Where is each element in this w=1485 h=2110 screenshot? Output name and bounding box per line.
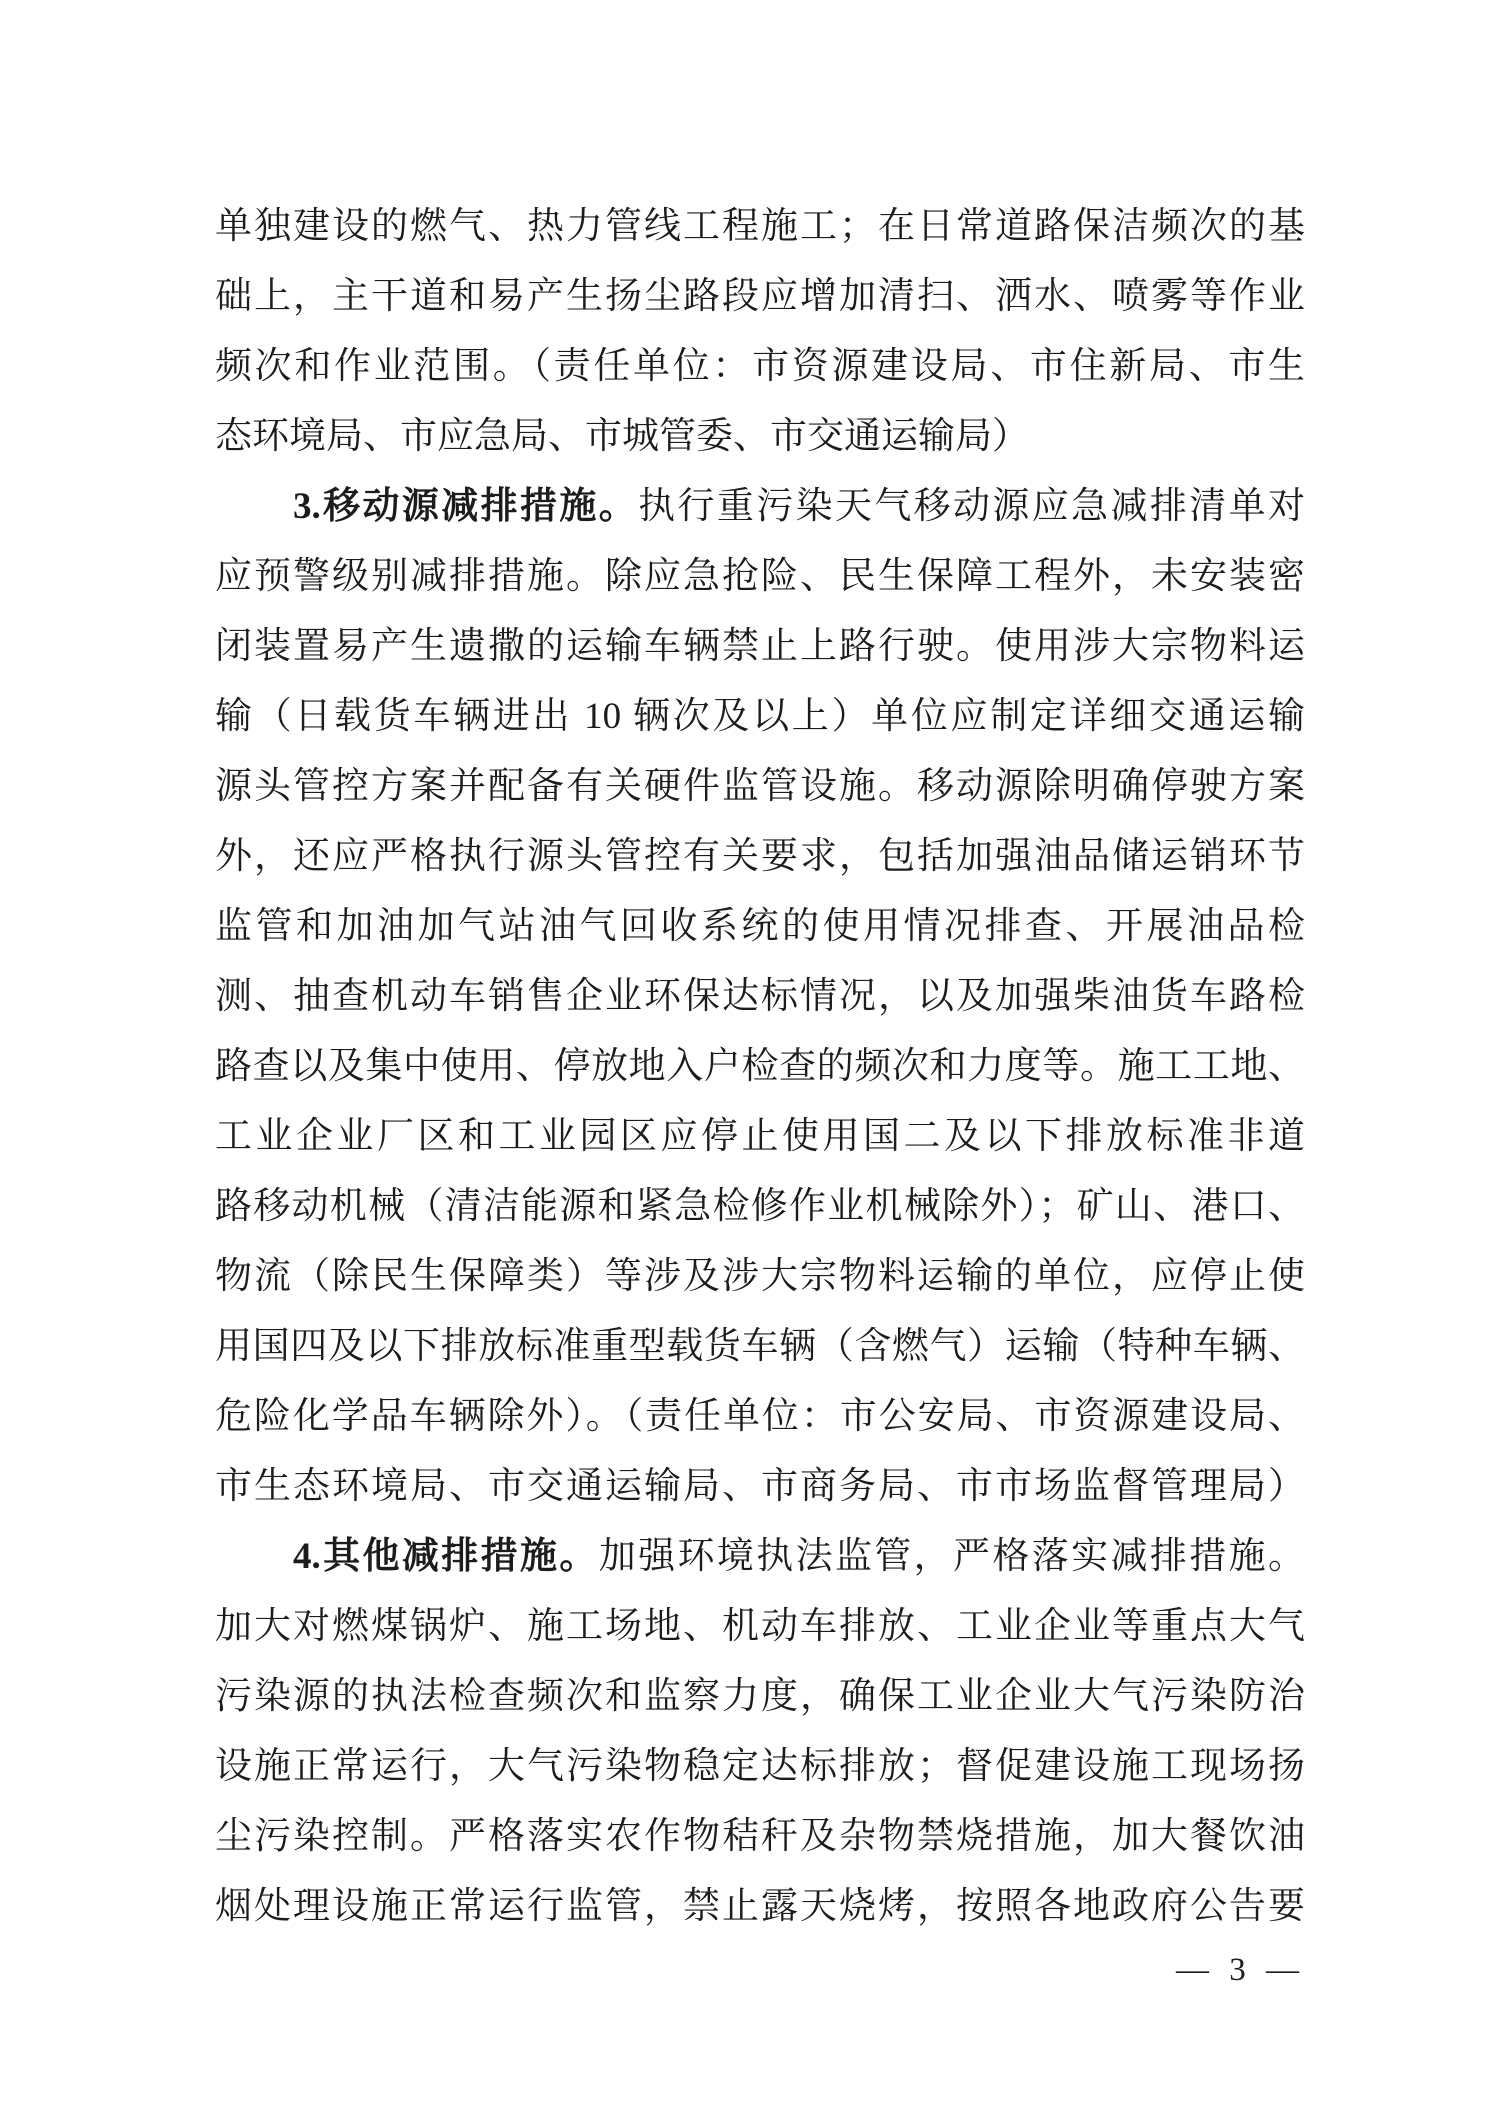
section-3-body-start: 执行重污染天气移动源应急减排清单对 [638,486,1306,527]
document-text-block [215,192,1305,1942]
text-line: 污染源的执法检查频次和监察力度，确保工业企业大气污染防治 [215,1676,1305,1717]
text-line: 应预警级别减排措施。除应急抢险、民生保障工程外，未安装密 [215,556,1305,597]
text-line: 外，还应严格执行源头管控有关要求，包括加强油品储运销环节 [215,836,1305,877]
text-line: 闭装置易产生遗撒的运输车辆禁止上路行驶。使用涉大宗物料运 [215,626,1305,667]
text-line: 路查以及集中使用、停放地入户检查的频次和力度等。施工工地、 [215,1046,1305,1087]
section-4-body-start: 加强环境执法监管，严格落实减排措施。 [598,1536,1306,1577]
section-4-heading: 4.其他减排措施。 [293,1536,599,1577]
text-line: 源头管控方案并配备有关硬件监管设施。移动源除明确停驶方案 [215,766,1305,807]
section-heading-line [215,1522,1305,1592]
text-line: 础上，主干道和易产生扬尘路段应增加清扫、洒水、喷雾等作业 [215,276,1305,317]
text-line: 频次和作业范围。（责任单位：市资源建设局、市住新局、市生 [215,346,1305,387]
text-line: 烟处理设施正常运行监管，禁止露天烧烤，按照各地政府公告要 [215,1886,1305,1927]
text-line: 工业企业厂区和工业园区应停止使用国二及以下排放标准非道 [215,1116,1305,1157]
text-line: 危险化学品车辆除外）。（责任单位：市公安局、市资源建设局、 [215,1396,1305,1437]
text-line-paragraph-end: 态环境局、市应急局、市城管委、市交通运输局） [215,416,1029,457]
text-line: 单独建设的燃气、热力管线工程施工；在日常道路保洁频次的基 [215,206,1305,247]
section-heading-line [215,472,1305,542]
text-line: 加大对燃煤锅炉、施工场地、机动车排放、工业企业等重点大气 [215,1606,1305,1647]
text-line: 物流（除民生保障类）等涉及涉大宗物料运输的单位，应停止使 [215,1256,1305,1297]
text-line: 路移动机械（清洁能源和紧急检修作业机械除外）；矿山、港口、 [215,1186,1305,1227]
section-3-heading: 3.移动源减排措施。 [293,486,639,527]
text-line: 尘污染控制。严格落实农作物秸秆及杂物禁烧措施，加大餐饮油 [215,1816,1305,1857]
text-line: 市生态环境局、市交通运输局、市商务局、市市场监督管理局） [215,1466,1305,1507]
text-line: 输（日载货车辆进出 10 辆次及以上）单位应制定详细交通运输 [215,696,1305,737]
text-line: 测、抽查机动车销售企业环保达标情况，以及加强柴油货车路检 [215,976,1305,1017]
text-line: 设施正常运行，大气污染物稳定达标排放；督促建设施工现场扬 [215,1746,1305,1787]
text-line: 用国四及以下排放标准重型载货车辆（含燃气）运输（特种车辆、 [215,1326,1305,1367]
page-number: — 3 — [1176,1952,1305,1988]
text-line: 监管和加油加气站油气回收系统的使用情况排查、开展油品检 [215,906,1305,947]
